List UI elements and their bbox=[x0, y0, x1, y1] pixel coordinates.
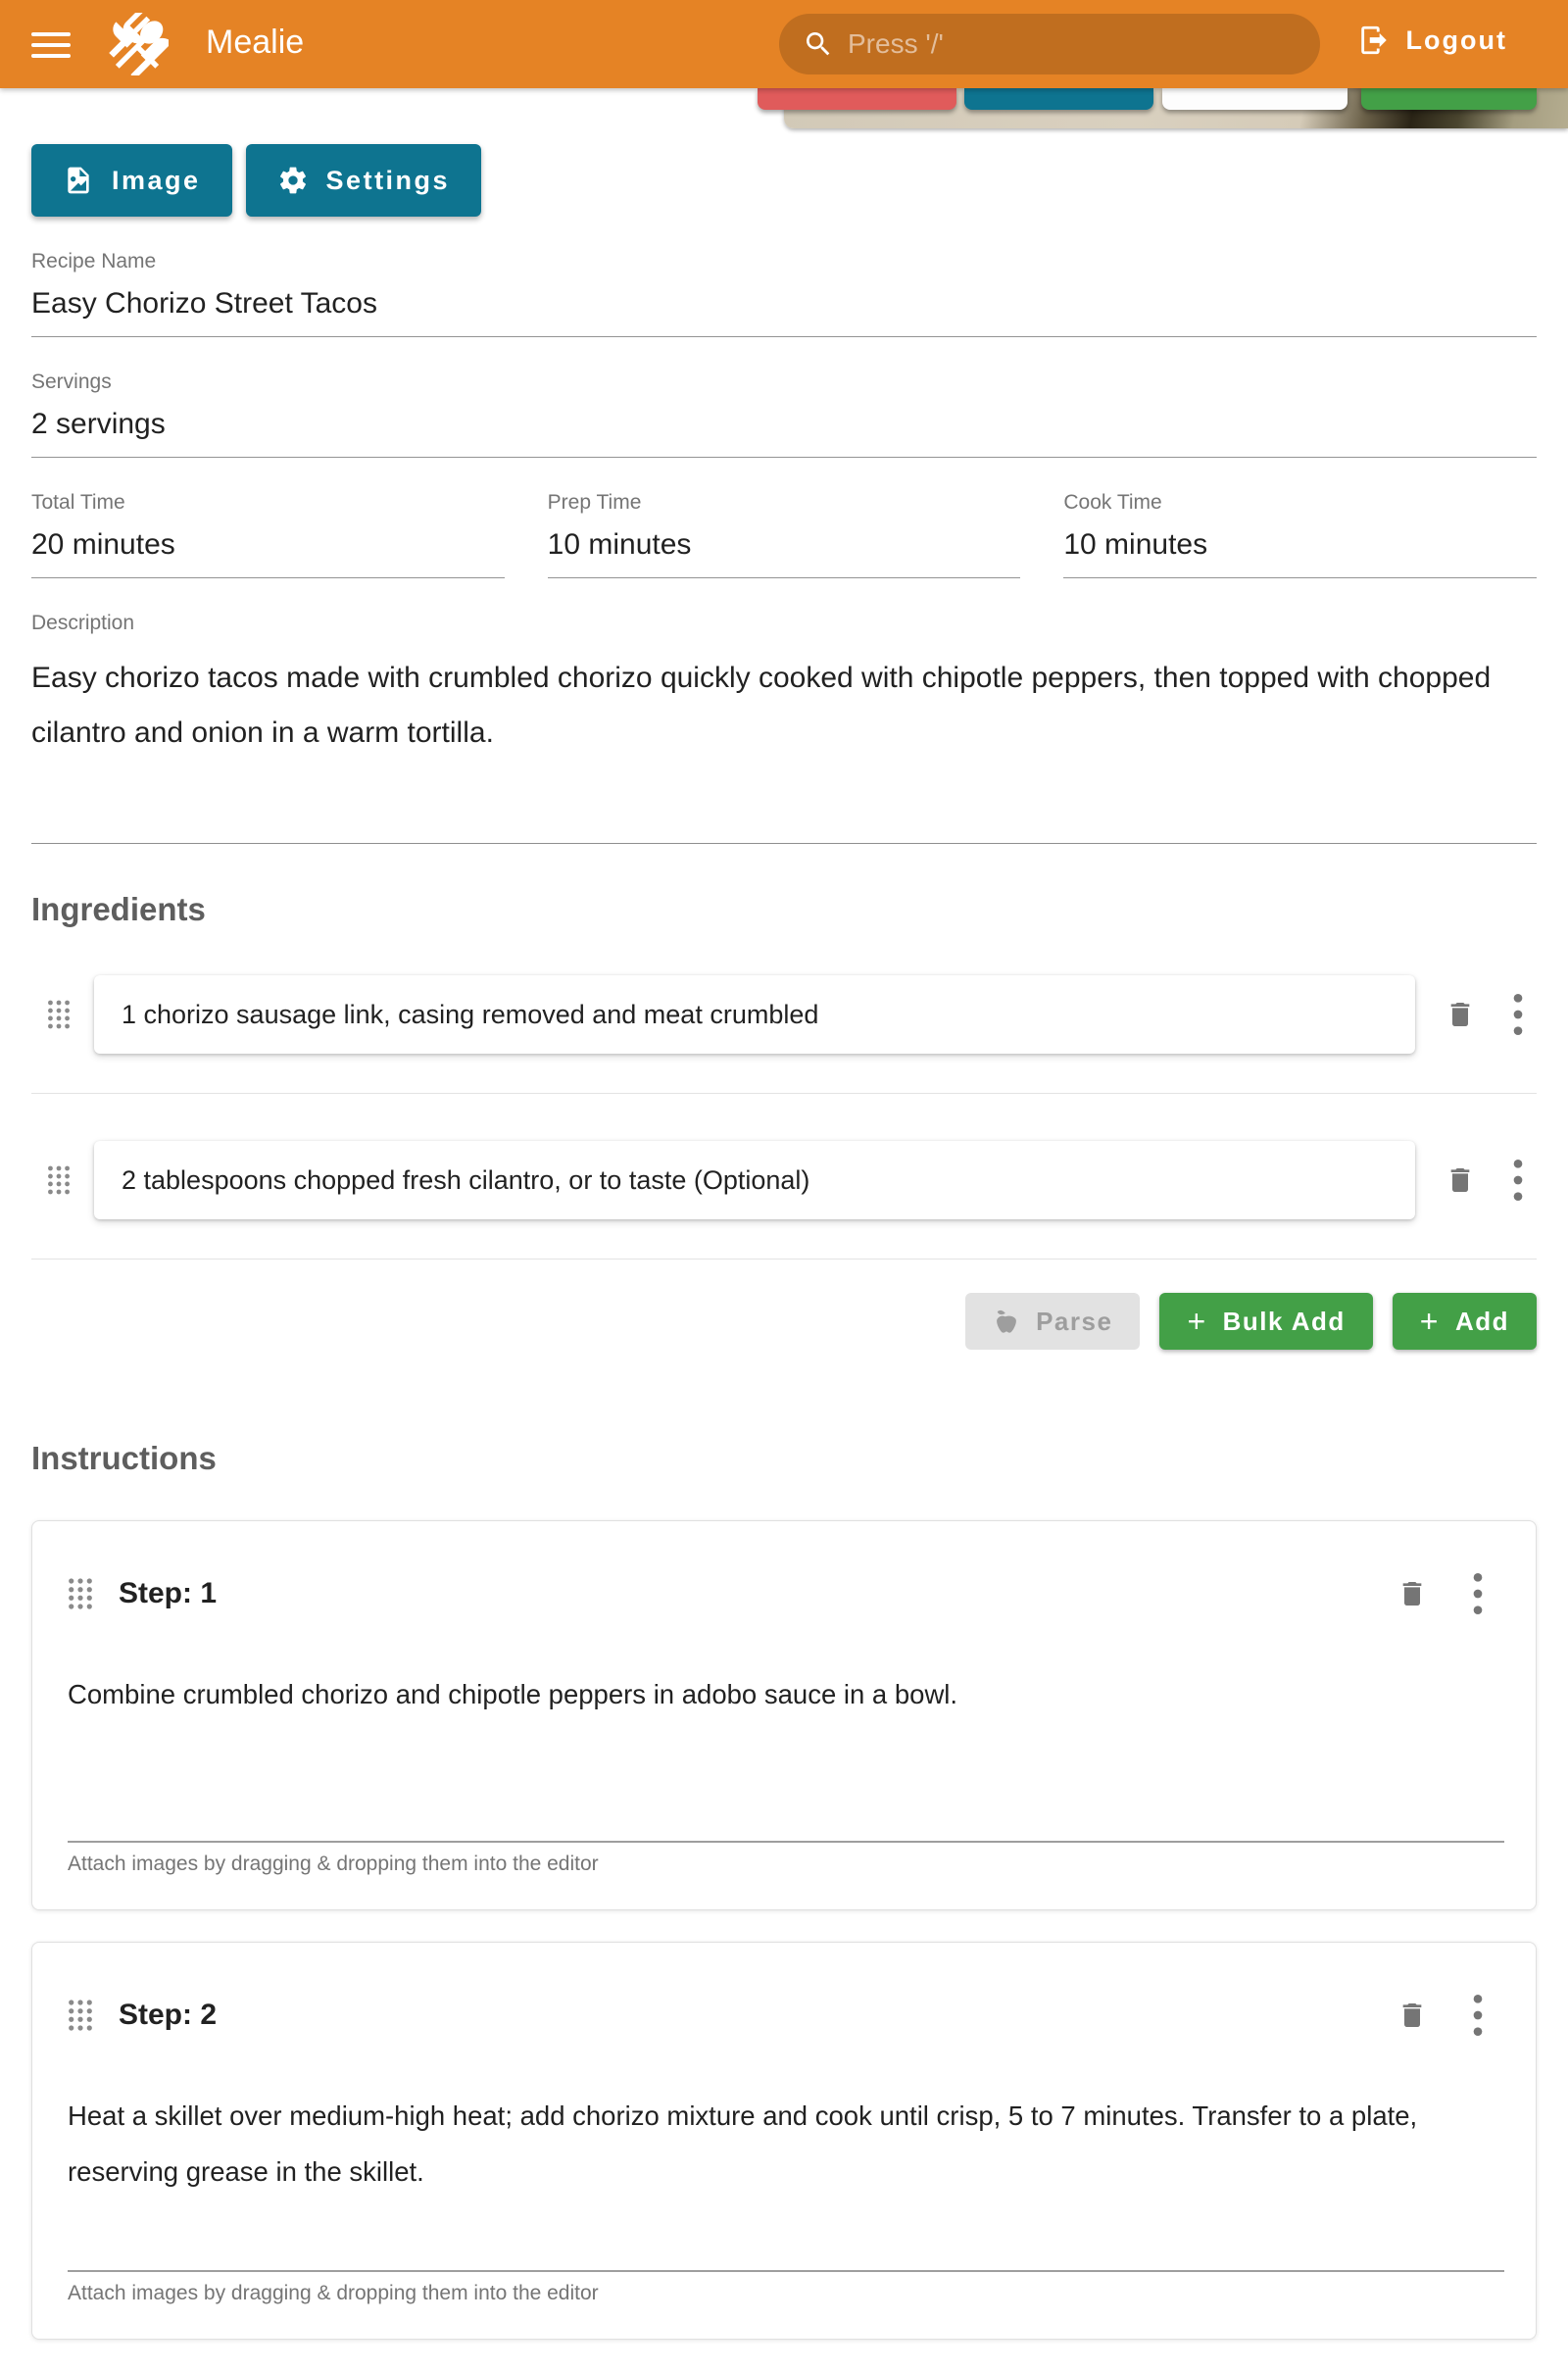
drag-handle-icon[interactable] bbox=[68, 1999, 93, 2032]
step-menu-kebab-icon[interactable] bbox=[1473, 1572, 1483, 1615]
app-header bbox=[0, 0, 1568, 88]
cutoff-delete-button[interactable] bbox=[758, 88, 956, 110]
step-text-editor[interactable]: Combine crumbled chorizo and chipotle peppers in adobo sauce in a bowl. bbox=[68, 1679, 958, 1709]
image-icon bbox=[63, 165, 94, 196]
prep-time-label: Prep Time bbox=[547, 491, 642, 514]
ingredient-divider bbox=[31, 1259, 1537, 1260]
parse-button-label: Parse bbox=[1036, 1306, 1113, 1336]
recipe-name-input[interactable] bbox=[31, 273, 1537, 337]
step-title: Step: 1 bbox=[119, 1577, 218, 1609]
scrolled-content-strip bbox=[0, 88, 1568, 134]
image-button-label: Image bbox=[112, 165, 201, 195]
description-label: Description bbox=[31, 612, 135, 634]
drag-handle-icon[interactable] bbox=[47, 1164, 71, 1196]
ingredient-menu-kebab-icon[interactable] bbox=[1513, 1159, 1523, 1202]
plus-icon: + bbox=[1419, 1304, 1440, 1339]
parse-apple-icon bbox=[993, 1308, 1020, 1335]
cook-time-label: Cook Time bbox=[1063, 491, 1162, 514]
ingredient-input-card bbox=[94, 975, 1415, 1054]
step-title: Step: 2 bbox=[119, 1999, 218, 2031]
editor-underline bbox=[68, 1841, 1504, 1843]
add-button-label: Add bbox=[1454, 1306, 1509, 1336]
cook-time-input[interactable] bbox=[1063, 515, 1537, 578]
search-bar[interactable] bbox=[779, 14, 1320, 74]
step-text-editor[interactable]: Heat a skillet over medium-high heat; add chorizo mixture and cook until crisp, 5 to 7 minutes. Transfer to a plate, reserving grease in the skillet. bbox=[68, 2100, 1418, 2187]
delete-ingredient-button[interactable] bbox=[1445, 998, 1476, 1031]
ingredient-row bbox=[31, 1141, 1537, 1219]
cutoff-json-button[interactable] bbox=[964, 88, 1153, 110]
ingredient-input[interactable] bbox=[122, 1000, 1388, 1030]
editor-underline bbox=[68, 2270, 1504, 2272]
delete-step-button[interactable] bbox=[1396, 1999, 1428, 2032]
settings-button[interactable] bbox=[246, 144, 482, 217]
instruction-step-card bbox=[31, 1942, 1537, 2340]
cutoff-secondary-button[interactable] bbox=[1162, 88, 1348, 110]
search-input[interactable] bbox=[848, 28, 1297, 60]
drag-handle-icon[interactable] bbox=[68, 1577, 93, 1610]
logout-button[interactable] bbox=[1357, 24, 1507, 57]
parse-button[interactable] bbox=[965, 1293, 1140, 1350]
ingredient-divider bbox=[31, 1093, 1537, 1094]
prep-time-input[interactable] bbox=[548, 515, 1021, 578]
attach-images-hint: Attach images by dragging & dropping them into the editor bbox=[68, 1853, 599, 1875]
settings-icon bbox=[277, 165, 309, 196]
attach-images-hint: Attach images by dragging & dropping them into the editor bbox=[68, 2282, 599, 2304]
bulk-add-button-label: Bulk Add bbox=[1222, 1306, 1346, 1336]
plus-icon: + bbox=[1187, 1304, 1207, 1339]
servings-label: Servings bbox=[31, 371, 112, 393]
search-icon bbox=[803, 28, 834, 60]
app-title: Mealie bbox=[206, 24, 305, 61]
instructions-heading: Instructions bbox=[31, 1440, 217, 1476]
menu-icon[interactable] bbox=[31, 25, 71, 63]
recipe-editor bbox=[0, 144, 1568, 2340]
description-textarea[interactable]: Easy chorizo tacos made with crumbled chorizo quickly cooked with chipotle peppers, then topped with chopped cilantro and onion in a warm tortilla. bbox=[31, 662, 1492, 749]
delete-step-button[interactable] bbox=[1396, 1577, 1428, 1610]
instruction-step-card bbox=[31, 1520, 1537, 1910]
drag-handle-icon[interactable] bbox=[47, 999, 71, 1030]
ingredient-input[interactable] bbox=[122, 1165, 1388, 1196]
recipe-name-label: Recipe Name bbox=[31, 250, 157, 272]
logout-icon bbox=[1357, 24, 1391, 57]
ingredients-heading: Ingredients bbox=[31, 891, 206, 927]
ingredient-row bbox=[31, 975, 1537, 1054]
step-menu-kebab-icon[interactable] bbox=[1473, 1994, 1483, 2037]
delete-ingredient-button[interactable] bbox=[1445, 1163, 1476, 1197]
total-time-label: Total Time bbox=[31, 491, 125, 514]
settings-button-label: Settings bbox=[325, 165, 451, 195]
bulk-add-button[interactable] bbox=[1159, 1293, 1372, 1350]
total-time-input[interactable] bbox=[31, 515, 505, 578]
add-button[interactable] bbox=[1393, 1293, 1537, 1350]
ingredient-input-card bbox=[94, 1141, 1415, 1219]
logout-label: Logout bbox=[1405, 25, 1507, 55]
servings-input[interactable] bbox=[31, 394, 1537, 458]
ingredient-menu-kebab-icon[interactable] bbox=[1513, 993, 1523, 1036]
cutoff-save-button[interactable] bbox=[1361, 88, 1537, 110]
image-button[interactable] bbox=[31, 144, 232, 217]
mealie-logo-icon bbox=[106, 13, 169, 75]
